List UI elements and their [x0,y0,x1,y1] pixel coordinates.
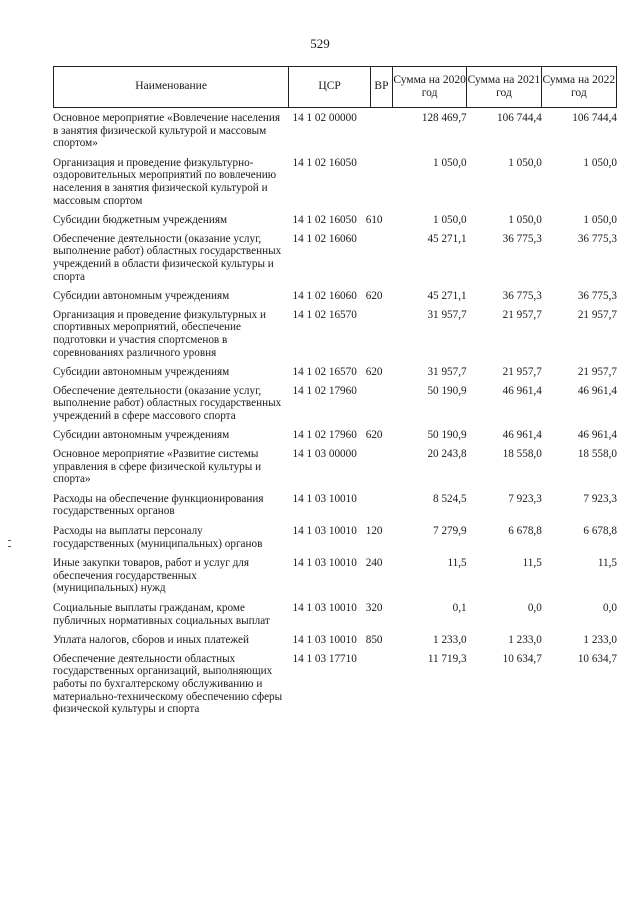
row-sum-2020: 11 719,3 [427,652,467,665]
row-sum-2020: 50 190,9 [427,429,467,442]
row-csr: 14 1 02 16570 [292,308,357,321]
row-sum-2021: 106 744,4 [497,112,542,124]
row-sum-2022: 21 957,7 [577,366,617,379]
table-row [53,385,617,423]
table-row [53,112,617,150]
row-name: Субсидии бюджетным учреждениям [53,214,228,227]
table-row [53,157,617,207]
row-sum-2022: 11,5 [597,557,617,570]
row-name: Социальные выплаты гражданам, кроме публичных нормативных социальных выплат [53,602,270,627]
row-sum-2022: 6 678,8 [583,525,617,538]
row-sum-2022: 18 558,0 [577,448,617,461]
row-name: Иные закупки товаров, работ и услуг для обеспечения государственных (муниципальных) нужд [53,557,250,595]
row-csr: 14 1 02 16050 [292,156,357,169]
header-sum-2022: Сумма на 2022 год [542,73,616,99]
table-row [53,429,617,442]
row-sum-2020: 31 957,7 [427,308,467,321]
row-sum-2020: 0,1 [452,602,467,614]
row-sum-2022: 7 923,3 [583,492,617,505]
header-csr: ЦСР [289,67,371,107]
table-row [53,233,617,283]
row-csr: 14 1 02 16060 [292,232,357,245]
row-csr: 14 1 02 00000 [292,112,357,124]
row-sum-2020: 20 243,8 [427,448,467,461]
row-sum-2022: 36 775,3 [577,232,617,245]
budget-table-body [53,112,617,716]
header-vr: ВР [371,67,393,107]
table-row [53,366,617,379]
row-sum-2020: 7 279,9 [433,525,467,538]
row-sum-2021: 21 957,7 [502,308,542,321]
row-sum-2021: 1 233,0 [508,634,542,647]
row-sum-2021: 10 634,7 [502,652,542,665]
row-sum-2020: 31 957,7 [427,366,467,379]
row-sum-2021: 36 775,3 [502,290,542,303]
row-sum-2021: 46 961,4 [502,384,542,397]
row-name: Обеспечение деятельности (оказание услуг, выполнение работ) областных государственных учреждений в сфере массового спорта [53,384,282,422]
row-sum-2021: 6 678,8 [508,525,542,538]
header-sum-2021: Сумма на 2021 год [467,67,541,107]
row-sum-2022: 21 957,7 [577,308,617,321]
row-name: Организация и проведение физкультурных и спортивных мероприятий, обеспечение подготовки и участия спортсменов в соревнованиях различного уровня [53,308,266,359]
row-csr: 14 1 03 00000 [292,448,357,461]
header-sum-2020: Сумма на 2020 год [393,67,467,107]
row-name: Субсидии автономным учреждениям [53,366,230,379]
table-row [53,290,617,303]
table-row [53,602,617,627]
table-row [53,448,617,486]
row-sum-2020: 8 524,5 [433,492,467,505]
row-sum-2020: 1 233,0 [433,634,467,647]
scan-mark [8,546,11,547]
row-sum-2021: 18 558,0 [502,448,542,461]
row-sum-2020: 1 050,0 [433,214,467,227]
row-sum-2022: 1 233,0 [583,634,617,647]
row-name: Уплата налогов, сборов и иных платежей [53,634,249,647]
row-sum-2022: 46 961,4 [577,429,617,442]
header-name: Наименование [54,67,289,107]
row-vr: 240 [365,557,383,570]
row-csr: 14 1 02 16060 [292,290,357,303]
row-name: Субсидии автономным учреждениям [53,429,230,442]
row-name: Субсидии автономным учреждениям [53,290,230,303]
row-csr: 14 1 03 10010 [292,602,357,614]
row-name: Расходы на выплаты персоналу государственных (муниципальных) органов [53,525,263,550]
row-csr: 14 1 02 17960 [292,429,357,442]
table-row [53,653,617,716]
table-row [53,634,617,647]
row-sum-2021: 36 775,3 [502,232,542,245]
row-sum-2020: 45 271,1 [427,290,467,303]
row-sum-2022: 36 775,3 [577,290,617,303]
row-sum-2022: 0,0 [603,602,617,614]
row-sum-2020: 1 050,0 [433,156,467,169]
table-row [53,214,617,227]
page-number: 529 [310,36,330,51]
row-vr: 610 [365,214,383,227]
row-csr: 14 1 03 10010 [292,492,357,505]
row-csr: 14 1 02 17960 [292,384,357,397]
table-row [53,493,617,518]
row-sum-2022: 106 744,4 [572,112,617,124]
row-vr: 120 [365,525,383,538]
table-row [53,557,617,595]
row-csr: 14 1 03 10010 [292,557,357,570]
row-vr: 620 [365,366,383,379]
row-sum-2021: 21 957,7 [502,366,542,379]
row-name: Организация и проведение физкультурно-оздоровительных мероприятий по вовлечению населения в занятия физической культурой и массовым спортом [53,156,277,207]
row-sum-2021: 11,5 [522,557,542,570]
row-name: Основное мероприятие «Развитие системы управления в сфере физической культуры и спорта» [53,448,262,486]
row-name: Основное мероприятие «Вовлечение населения в занятия физической культурой и массовым спортом» [53,112,281,150]
row-sum-2021: 0,0 [527,602,542,614]
row-vr: 320 [365,602,383,614]
row-sum-2022: 10 634,7 [577,652,617,665]
row-vr: 620 [365,429,383,442]
row-sum-2020: 128 469,7 [421,112,467,124]
scan-mark [8,540,11,541]
row-csr: 14 1 03 17710 [292,652,357,665]
row-sum-2021: 7 923,3 [508,492,542,505]
row-name: Обеспечение деятельности областных государственных организаций, выполняющих работы по бухгалтерскому обслуживанию и материально-техническому обеспечению сферы физической культуры и спорта [53,652,283,716]
row-sum-2021: 46 961,4 [502,429,542,442]
row-name: Обеспечение деятельности (оказание услуг, выполнение работ) областных государственных учреждений в области физической культуры и спорта [53,232,282,283]
row-sum-2021: 1 050,0 [508,156,542,169]
row-sum-2022: 46 961,4 [577,384,617,397]
row-vr: 620 [365,290,383,303]
table-header [53,66,617,108]
row-name: Расходы на обеспечение функционирования государственных органов [53,492,264,518]
row-csr: 14 1 02 16050 [292,214,357,227]
row-vr: 850 [365,634,383,647]
table-row [53,525,617,550]
row-sum-2022: 1 050,0 [583,156,617,169]
table-row [53,309,617,359]
row-csr: 14 1 03 10010 [292,525,357,538]
row-csr: 14 1 02 16570 [292,366,357,379]
row-sum-2020: 11,5 [447,557,467,570]
row-sum-2022: 1 050,0 [583,214,617,227]
row-csr: 14 1 03 10010 [292,634,357,647]
row-sum-2020: 45 271,1 [427,232,467,245]
row-sum-2020: 50 190,9 [427,384,467,397]
row-sum-2021: 1 050,0 [508,214,542,227]
